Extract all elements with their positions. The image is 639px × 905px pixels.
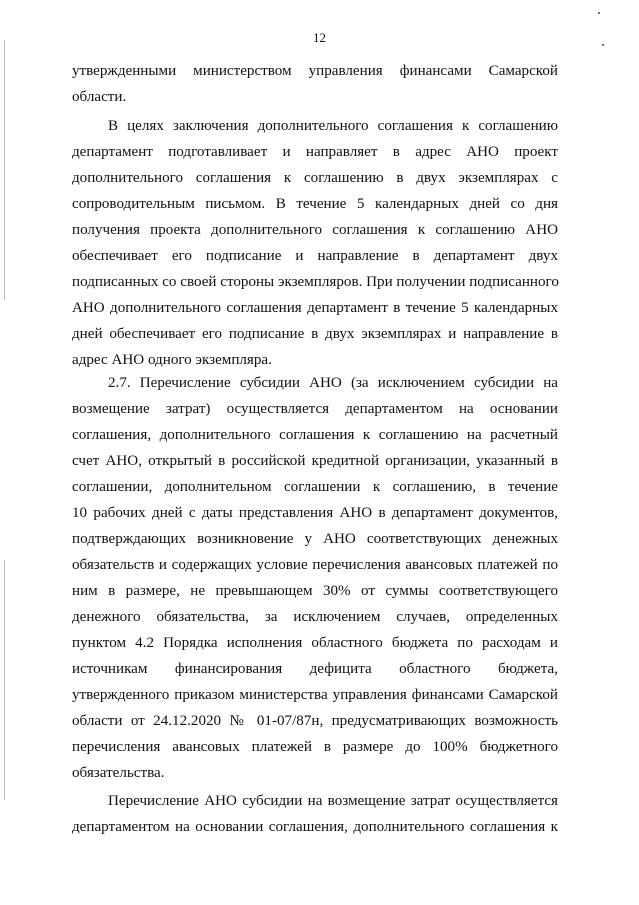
text-line: обязательства. bbox=[72, 765, 165, 781]
paragraph-2 bbox=[72, 113, 558, 373]
text-line: АНО дополнительного соглашения департамент в течение 5 календарных bbox=[72, 300, 558, 316]
text-line: обеспечивает его подписание и направление в департамент двух bbox=[72, 248, 558, 264]
scan-dot-top-right bbox=[598, 12, 600, 14]
text-line: счет АНО, открытый в российской кредитной организации, указанный в bbox=[72, 453, 558, 469]
text-line: подтверждающих возникновение у АНО соответствующих денежных bbox=[72, 531, 558, 547]
text-line: сопроводительным письмом. В течение 5 календарных дней со дня bbox=[72, 196, 558, 212]
scan-mark-left-bottom bbox=[4, 560, 5, 800]
text-line: утвержденными министерством управления финансами Самарской bbox=[72, 63, 558, 79]
text-line: подписанных со своей стороны экземпляров. При получении подписанного bbox=[72, 274, 559, 290]
text-line: области. bbox=[72, 89, 127, 105]
text-line: области от 24.12.2020 № 01-07/87н, предусматривающих возможность bbox=[72, 713, 558, 729]
text-line: Перечисление АНО субсидии на возмещение затрат осуществляется bbox=[108, 793, 558, 809]
text-line: дополнительного соглашения к соглашению в двух экземплярах с bbox=[72, 170, 558, 186]
text-line: получения проекта дополнительного соглашения к соглашению АНО bbox=[72, 222, 558, 238]
text-line: возмещение затрат) осуществляется департаментом на основании bbox=[72, 401, 558, 417]
page-number: 12 bbox=[313, 30, 326, 45]
paragraph-4 bbox=[72, 788, 558, 840]
text-line: обязательств и содержащих условие перечисления авансовых платежей по bbox=[72, 557, 558, 573]
text-line: источникам финансирования дефицита областного бюджета, bbox=[72, 661, 558, 677]
text-line: департаментом на основании соглашения, дополнительного соглашения к bbox=[72, 819, 558, 835]
scan-mark-left-top bbox=[4, 40, 5, 300]
text-line: пунктом 4.2 Порядка исполнения областного бюджета по расходам и bbox=[72, 635, 558, 651]
text-line: департамент подготавливает и направляет в адрес АНО проект bbox=[72, 144, 558, 160]
text-line: 2.7. Перечисление субсидии АНО (за исключением субсидии на bbox=[108, 375, 558, 391]
text-line: дней обеспечивает его подписание в двух экземплярах и направление в bbox=[72, 326, 558, 342]
scan-dot-right bbox=[602, 44, 604, 46]
text-line: соглашения, дополнительного соглашения к соглашению на расчетный bbox=[72, 427, 558, 443]
text-line: соглашении, дополнительном соглашении к соглашению, в течение bbox=[72, 479, 558, 495]
text-line: утвержденного приказом министерства управления финансами Самарской bbox=[72, 687, 558, 703]
text-line: адрес АНО одного экземпляра. bbox=[72, 352, 272, 368]
text-line: В целях заключения дополнительного соглашения к соглашению bbox=[108, 118, 558, 134]
text-line: денежного обязательства, за исключением случаев, определенных bbox=[72, 609, 558, 625]
text-line: перечисления авансовых платежей в размере до 100% бюджетного bbox=[72, 739, 558, 755]
paragraph-3 bbox=[72, 370, 558, 786]
text-line: ним в размере, не превышающем 30% от суммы соответствующего bbox=[72, 583, 558, 599]
paragraph-1 bbox=[72, 58, 558, 110]
text-line: 10 рабочих дней с даты представления АНО в департамент документов, bbox=[72, 505, 558, 521]
